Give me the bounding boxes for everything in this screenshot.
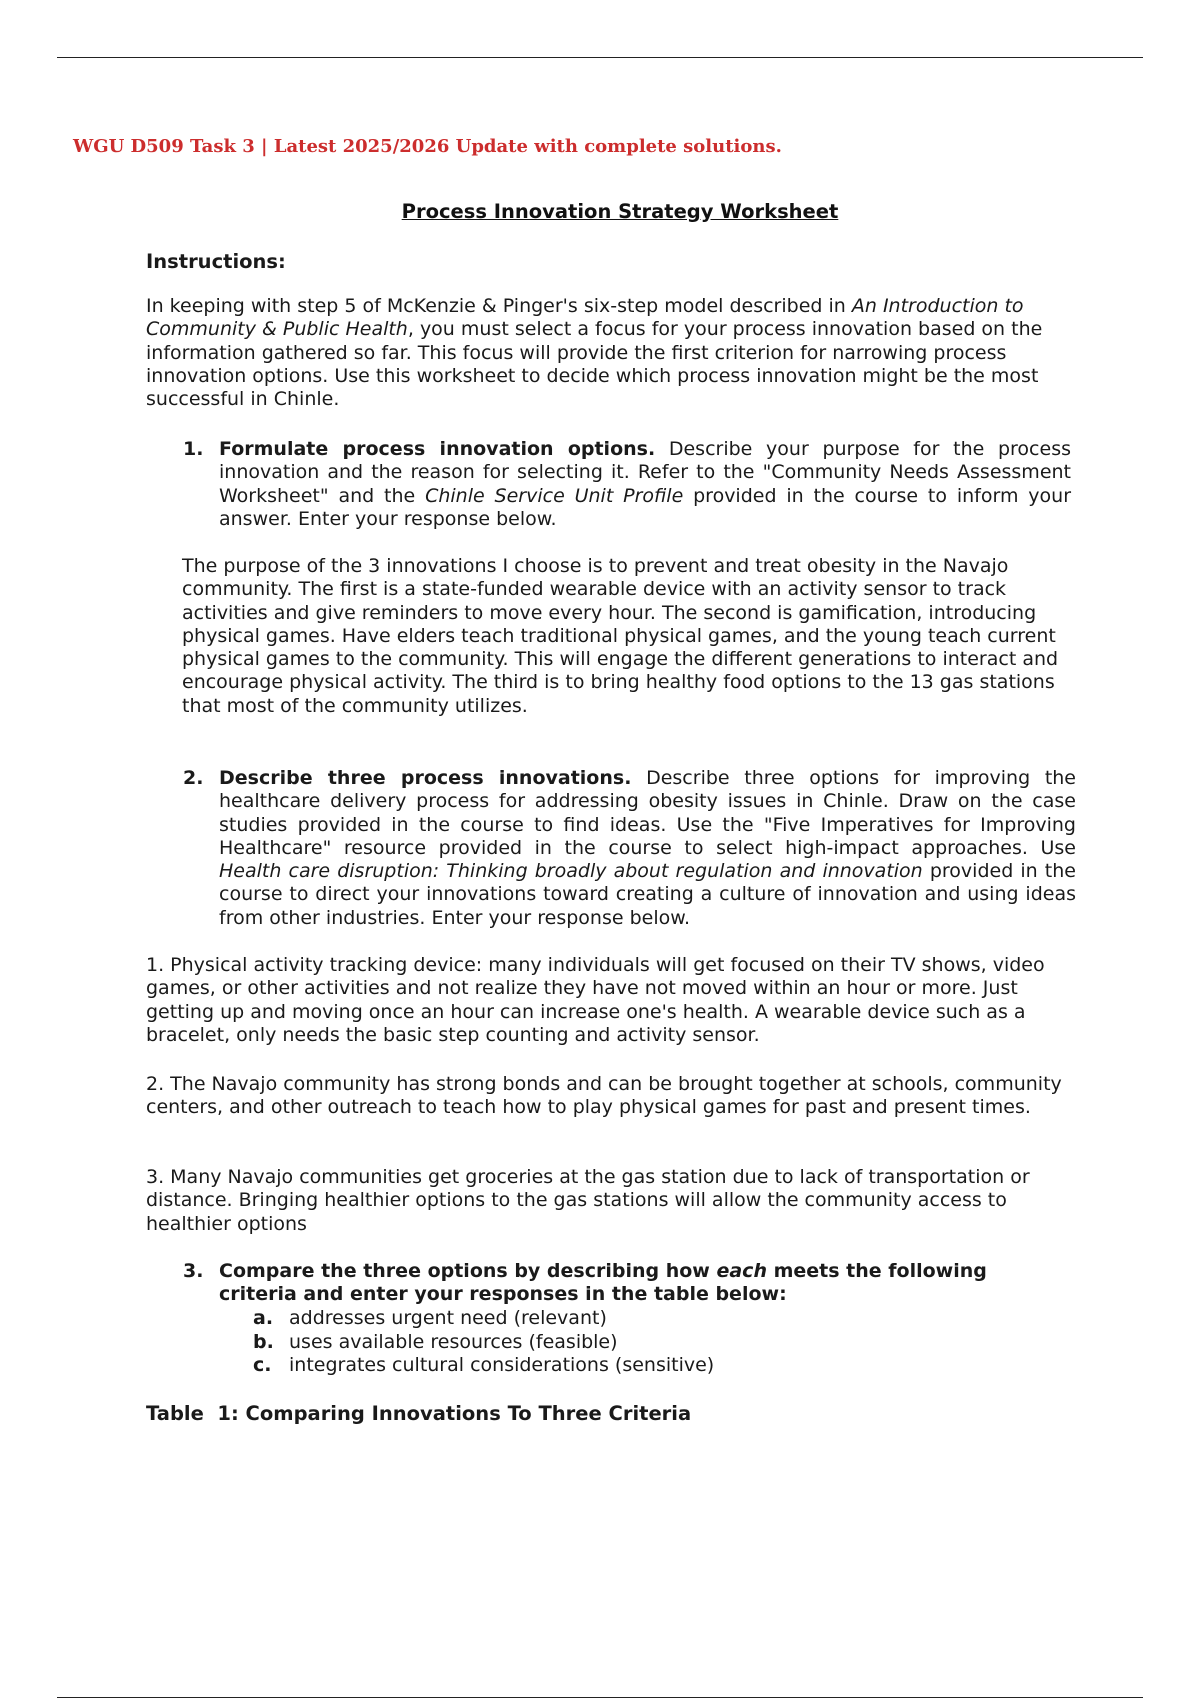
q3-prompt [219,1260,1069,1307]
q1-italic-ref: Chinle Service Unit Profile [425,484,684,507]
criteria-text: uses available resources (feasible) [289,1331,618,1353]
instructions-text-pre: In keeping with step 5 of McKenzie & Pinger's six-step model described in [146,295,852,317]
q2-prompt [219,767,1076,930]
q2-answer-3: 3. Many Navajo communities get groceries at the gas station due to lack of transportation or distance. Bringing healthier options to the gas stations will allow the community access to healthier options [146,1166,1030,1235]
instructions-book-title: An Introduction to Community & Public Health [146,295,1024,341]
q1-text-b: provided in the course to inform your answer. Enter your response below. [219,484,1072,530]
q1-prompt [219,438,1071,531]
bottom-rule [57,1697,1143,1698]
criteria-text: integrates cultural considerations (sensitive) [289,1354,715,1376]
q3-italic-each: each [716,1260,767,1282]
q2-text-b: provided in the course to direct your innovations toward creating a culture of innovation and using ideas from other industries. Enter your response below. [219,860,1076,929]
q2-text-a: Describe three options for improving the healthcare delivery process for addressing obesity issues in Chinle. Draw on the case studies provided in the course to find ideas. Use the "Five Imperatives for Improving Healthcare" resource provided in the course to select high-impact approaches. Use [219,767,1076,859]
table-caption: Table 1: Comparing Innovations To Three Criteria [146,1402,692,1425]
instructions-heading: Instructions: [146,250,286,273]
q3-number: 3. [183,1260,204,1282]
q3-bold-b: meets the following criteria and enter your responses in the table below: [219,1260,987,1306]
q3-bold-a: Compare the three options by describing how [219,1260,717,1282]
criteria-item-a [253,1307,607,1330]
instructions-text-post: , you must select a focus for your process innovation based on the information gathered so far. This focus will provide the first criterion for narrowing process innovation options. Use this worksheet to decide which process innovation might be the most successful in Chinle. [146,318,1043,411]
criteria-letter: a. [253,1307,274,1329]
q1-bold-heading: Formulate process innovation options. [219,438,656,460]
q2-bold-heading: Describe three process innovations. [219,767,632,789]
q2-answer-1: 1. Physical activity tracking device: many individuals will get focused on their TV shows, video games, or other activities and not realize they have not moved within an hour or more. Just getting up and moving once an hour can increase one's health. A wearable device such as a bracelet, only needs the basic step counting and activity sensor. [146,954,1045,1046]
document-banner: WGU D509 Task 3 | Latest 2025/2026 Update with complete solutions. [73,136,782,157]
criteria-letter: b. [253,1331,274,1353]
q2-answer-2: 2. The Navajo community has strong bonds and can be brought together at schools, community centers, and other outreach to teach how to play physical games for past and present times. [146,1073,1062,1119]
criteria-letter: c. [253,1354,272,1376]
criteria-item-c [253,1354,714,1377]
top-rule [57,57,1143,58]
q1-text-a: Describe your purpose for the process innovation and the reason for selecting it. Refer to the "Community Needs Assessment Worksheet" and the [219,438,1071,507]
q2-number: 2. [183,767,204,789]
criteria-text: addresses urgent need (relevant) [289,1307,607,1329]
page-title: Process Innovation Strategy Worksheet [401,200,839,223]
instructions-paragraph [146,295,1076,411]
q1-number: 1. [183,438,204,460]
q2-italic-ref: Health care disruption: Thinking broadly about regulation and innovation [219,860,923,883]
criteria-item-b [253,1331,618,1354]
q1-answer: The purpose of the 3 innovations I choose is to prevent and treat obesity in the Navajo community. The first is a state-funded wearable device with an activity sensor to track activities and give reminders to move every hour. The second is gamification, introducing physical games. Have elders teach traditional physical games, and the young teach current physical games to the community. This will engage the different generations to interact and encourage physical activity. The third is to bring healthy food options to the 13 gas stations that most of the community utilizes. [182,555,1059,717]
